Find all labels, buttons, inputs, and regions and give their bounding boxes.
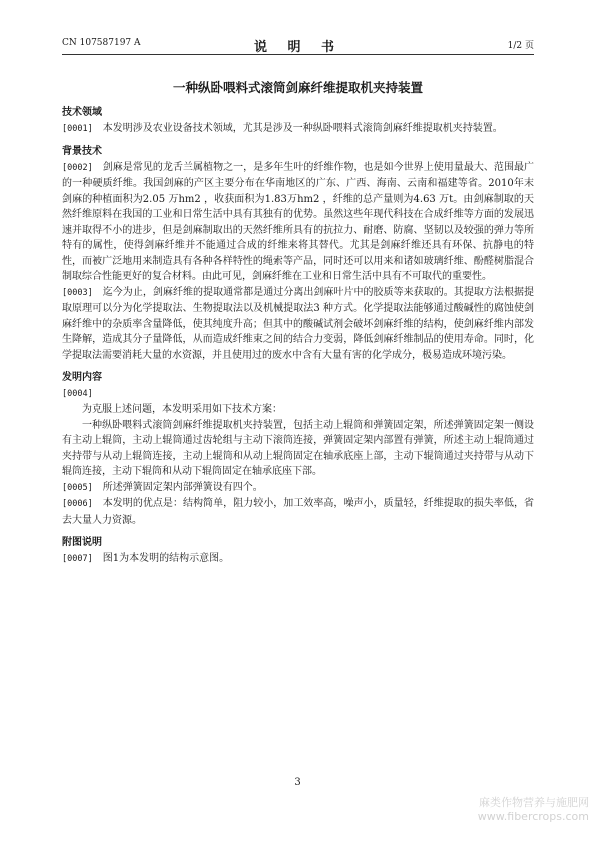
watermark-line-1: 麻类作物营养与施肥网 <box>479 796 589 809</box>
section-tech-field <box>62 105 534 137</box>
paragraph-number: [0005] <box>62 482 93 493</box>
section-figures <box>62 535 534 567</box>
paragraph-0001 <box>62 121 534 138</box>
section-heading: 附图说明 <box>62 537 102 548</box>
section-heading: 发明内容 <box>62 372 102 383</box>
watermark <box>478 796 589 824</box>
paragraph-0005 <box>62 480 534 497</box>
section-heading: 背景技术 <box>62 146 102 157</box>
paragraph-text: 剑麻是常见的龙舌兰属植物之一，是多年生叶的纤维作物，也是如今世界上使用量最大、范围最广的一种硬质纤维。我国剑麻的产区主要分布在华南地区的广东、广西、海南、云南和福建等省。2010年末剑麻的种植面积为2.05 万hm2 ，收获面积为1.83万hm2 ，纤维的总产量则为4.63 万t。由剑麻制取的天然纤维原料在我国的工业和日常生活中具有其独有的优势。虽然这些年现代科技在合成纤维等方面的发展迅速并取得不小的进步，但是剑麻制取出的天然纤维所具有的抗拉力、耐磨、防腐、坚韧以及较强的弹力等所特有的属性，使得剑麻纤维并不能通过合成的纤维来将其替代。尤其是剑麻纤维还具有环保、抗静电的特性，而被广泛地用来制造具有各种各样特性的绳索等产品，同时还可以用来和诸如玻璃纤维、酚醛树脂混合制取综合性能更好的复合材料。由此可见，剑麻纤维在工业和日常生活中具有不可取代的重要性。 <box>62 161 534 282</box>
watermark-line-2: www.fibercrops.com <box>477 810 589 823</box>
paragraph-0006 <box>62 496 534 528</box>
section-heading: 技术领域 <box>62 107 102 118</box>
paragraph-number: [0002] <box>62 162 93 173</box>
paragraph-number: [0007] <box>62 553 93 564</box>
section-invention <box>62 370 534 528</box>
paragraph-0003 <box>62 285 534 364</box>
paragraph-0002 <box>62 160 534 285</box>
doc-number: CN 107587197 A <box>62 38 141 48</box>
page-number: 3 <box>294 777 301 788</box>
patent-title: 一种纵卧喂料式滚筒剑麻纤维提取机夹持装置 <box>172 80 423 95</box>
paragraph-text: 一种纵卧喂料式滚筒剑麻纤维提取机夹持装置，包括主动上辊筒和弹簧固定架，所述弹簧固定架一侧设有主动上辊筒，主动上辊筒通过齿轮组与主动下滚筒连接，弹簧固定架内部置有弹簧，所述主动上辊筒通过夹持带与从动上辊筒连接，主动上辊筒和从动上辊筒固定在轴承底座上部，主动下辊筒通过夹持带与从动下辊筒连接，主动下辊筒和从动下辊筒固定在轴承底座下部。 <box>62 419 534 477</box>
paragraph-number: [0004] <box>62 388 93 399</box>
paragraph-text: 本发明涉及农业设备技术领域，尤其是涉及一种纵卧喂料式滚筒剑麻纤维提取机夹持装置。 <box>102 122 503 134</box>
doc-type-title: 说 明 书 <box>253 40 343 55</box>
paragraph-text: 本发明的优点是：结构简单，阻力较小，加工效率高，噪声小，质量轻，纤维提取的损失率低，省去大量人力资源。 <box>62 498 534 526</box>
paragraph-0004 <box>62 386 534 403</box>
paragraph-text: 所述弹簧固定架内部弹簧设有四个。 <box>102 481 263 493</box>
section-background <box>62 144 534 363</box>
page-info: 1/2 页 <box>507 41 534 51</box>
paragraph-number: [0001] <box>62 123 93 134</box>
paragraph-text: 迄今为止，剑麻纤维的提取通常都是通过分离出剑麻叶片中的胶质等来获取的。其提取方法根据提取原理可以分为化学提取法、生物提取法以及机械提取法3 种方式。化学提取法能够通过酸碱性的腐蚀使剑麻纤维中的杂质率含量降低，使其纯度升高；但其中的酸碱试剂会破坏剑麻纤维的结构，使剑麻纤维内部发生降解，造成其分子量降低，从而造成纤维束之间的结合力变弱，降低剑麻纤维制品的使用寿命。同时，化学提取法需要消耗大量的水资源，并且使用过的废水中含有大量有害的化学成分，极易造成环境污染。 <box>62 286 534 361</box>
paragraph-0007 <box>62 551 534 568</box>
paragraph-number: [0006] <box>62 499 93 509</box>
document-body <box>62 105 534 567</box>
paragraph-number: [0003] <box>62 287 93 298</box>
paragraph-text: 图1为本发明的结构示意图。 <box>102 552 230 564</box>
page-header <box>62 36 534 55</box>
paragraph-text: 为克服上述问题，本发明采用如下技术方案： <box>82 404 282 415</box>
